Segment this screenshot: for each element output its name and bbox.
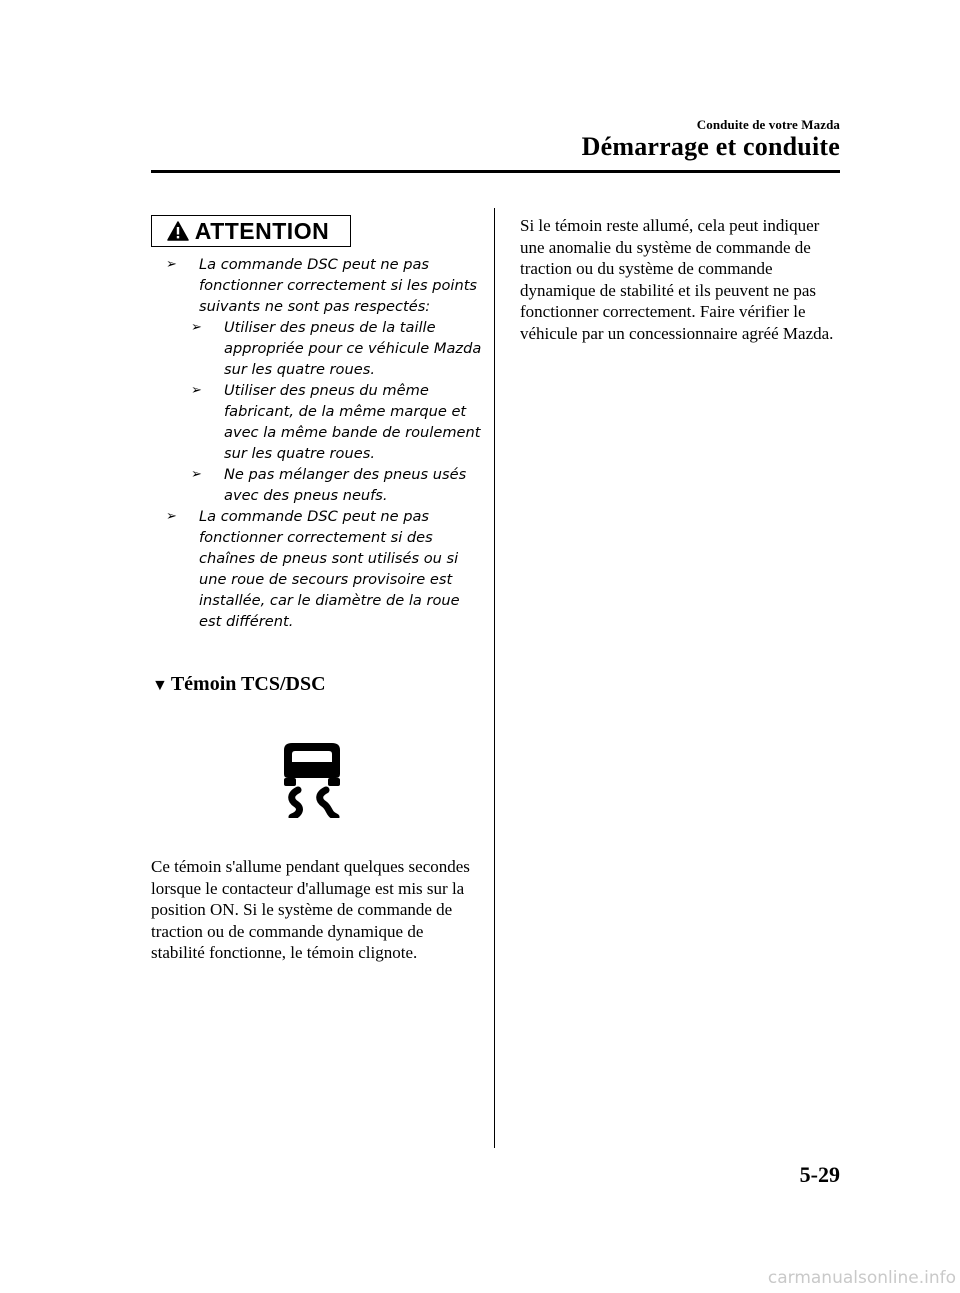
attention-item-text: La commande DSC peut ne pas fonctionner correctement si les points suivants ne sont pas respectés: [199,256,478,315]
body-text-right: Si le témoin reste allumé, cela peut indiquer une anomalie du système de commande de traction ou du système de commande dynamique de stabilité et ils peuvent ne pas fonctionner correctement. Faire vérifier le véhicule par un concessionnaire agréé Mazda. [520,216,834,343]
attention-box [151,215,351,247]
attention-item [166,254,486,317]
page-header-title: Démarrage et conduite [581,132,840,161]
attention-subitem [191,380,486,464]
attention-subitem-text: Utiliser des pneus de la taille appropriée pour ce véhicule Mazda sur les quatre roues. [224,319,482,378]
section-heading [152,673,326,696]
attention-subitem [191,464,486,506]
warning-triangle-icon [167,221,189,241]
attention-list [166,254,486,632]
arrow-bullet-icon: ➢ [166,257,177,272]
arrow-bullet-icon: ➢ [191,383,202,398]
attention-label: ATTENTION [194,217,330,244]
tcs-dsc-warning-light-icon [280,740,344,818]
arrow-bullet-icon: ➢ [191,320,202,335]
attention-subitem [191,317,486,380]
page-number: 5-29 [799,1162,840,1187]
triangle-marker-icon: ▼ [152,677,168,694]
attention-item [166,506,486,632]
attention-sublist [166,317,486,506]
attention-subitem-text: Utiliser des pneus du même fabricant, de la même marque et avec la même bande de roulement sur les quatre roues. [224,382,481,462]
section-heading-text: Témoin TCS/DSC [170,673,326,695]
watermark: carmanualsonline.info [767,1268,956,1288]
column-divider [494,208,495,1148]
attention-subitem-text: Ne pas mélanger des pneus usés avec des pneus neufs. [224,466,467,504]
header-rule [151,170,840,173]
arrow-bullet-icon: ➢ [166,509,177,524]
attention-item-text: La commande DSC peut ne pas fonctionner correctement si des chaînes de pneus sont utilisés ou si une roue de secours provisoire est installée, car le diamètre de la roue est différent. [199,508,460,630]
arrow-bullet-icon: ➢ [191,467,202,482]
page-header-chapter: Conduite de votre Mazda [696,117,840,132]
body-text-left: Ce témoin s'allume pendant quelques secondes lorsque le contacteur d'allumage est mis sur la position ON. Si le système de commande de traction ou de commande dynamique de stabilité fonctionne, le témoin clignote. [151,857,470,963]
